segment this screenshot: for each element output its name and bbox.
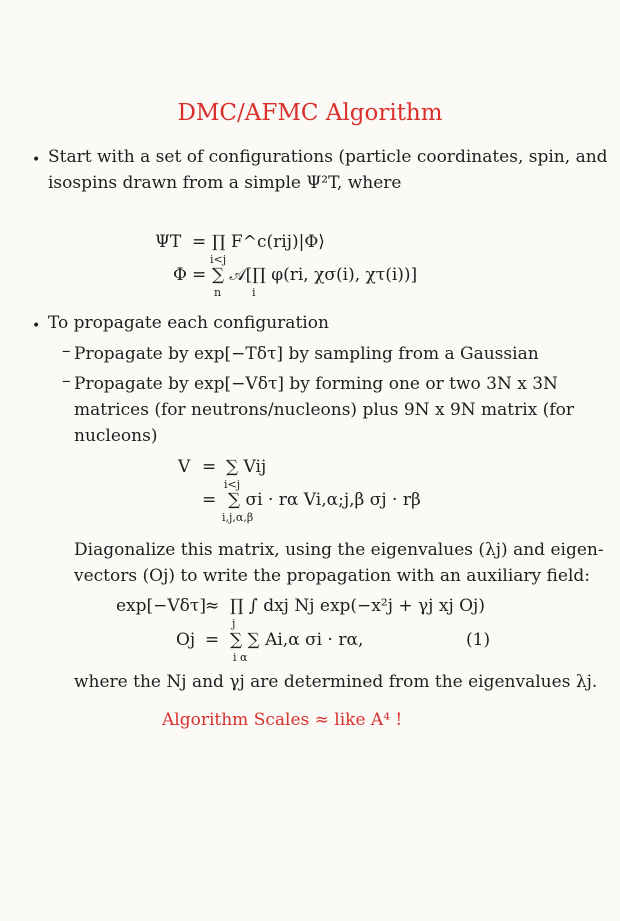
- sub-item-text: Propagate by exp[−Tδτ] by sampling from a Gaussian: [74, 344, 539, 364]
- bullet-text-line: isospins drawn from a simple Ψ²T, where: [48, 173, 402, 193]
- equation-number: (1): [466, 630, 491, 650]
- equation-lhs: exp[−Vδτ]: [116, 596, 206, 616]
- equation-lhs: Φ: [173, 265, 187, 285]
- equation-equals: =: [192, 232, 207, 252]
- scaling-note: Algorithm Scales ≈ like A⁴ !: [162, 710, 403, 730]
- equation-lhs: V: [178, 457, 191, 477]
- equation-rhs: ∑ ∑ Ai,α σi · rα,: [230, 630, 364, 650]
- bullet-marker: •: [32, 152, 41, 168]
- equation-rhs: ∏ ∫ dxj Nj exp(−x²j + γj xj Oj): [230, 596, 485, 616]
- sub-item-dash: –: [62, 341, 71, 361]
- equation-rhs: ∑ σi · rα Vi,α;j,β σj · rβ: [228, 490, 421, 510]
- equation-subscript: i α: [233, 651, 248, 664]
- equation-rhs: ∑ Vij: [226, 457, 267, 477]
- bullet-text-line: To propagate each configuration: [48, 313, 329, 333]
- paragraph-line: vectors (Oj) to write the propagation with an auxiliary field:: [74, 566, 591, 586]
- equation-subscript: i: [252, 286, 256, 299]
- equation-approx: ≈: [205, 596, 220, 616]
- sub-item-dash: –: [62, 371, 71, 391]
- equation-equals: =: [192, 265, 207, 285]
- equation-equals: =: [205, 630, 220, 650]
- sub-item-text-line: nucleons): [74, 426, 158, 446]
- equation-subscript: j: [232, 617, 236, 630]
- equation-subscript: i,j,α,β: [222, 511, 254, 524]
- bullet-text-line: Start with a set of configurations (particle coordinates, spin, and: [48, 147, 608, 167]
- equation-subscript: i<j: [210, 253, 227, 266]
- equation-equals: =: [202, 457, 217, 477]
- equation-lhs: ΨT: [155, 232, 182, 252]
- equation-rhs: ∏ F^c(rij)|Φ⟩: [212, 232, 325, 252]
- bullet-marker: •: [32, 318, 41, 334]
- sub-item-text-line: matrices (for neutrons/nucleons) plus 9N x 9N matrix (for: [74, 400, 574, 420]
- paragraph-line: where the Nj and γj are determined from the eigenvalues λj.: [74, 672, 598, 692]
- page-title: DMC/AFMC Algorithm: [177, 100, 443, 126]
- equation-lhs: Oj: [176, 630, 196, 650]
- equation-subscript: i<j: [224, 478, 241, 491]
- equation-subscript: n: [214, 286, 222, 299]
- equation-rhs: ∑ 𝒜[∏ φ(ri, χσ(i), χτ(i))]: [212, 265, 418, 285]
- paragraph-line: Diagonalize this matrix, using the eigenvalues (λj) and eigen-: [74, 540, 604, 560]
- sub-item-text-line: Propagate by exp[−Vδτ] by forming one or two 3N x 3N: [74, 374, 558, 394]
- equation-equals: =: [202, 490, 217, 510]
